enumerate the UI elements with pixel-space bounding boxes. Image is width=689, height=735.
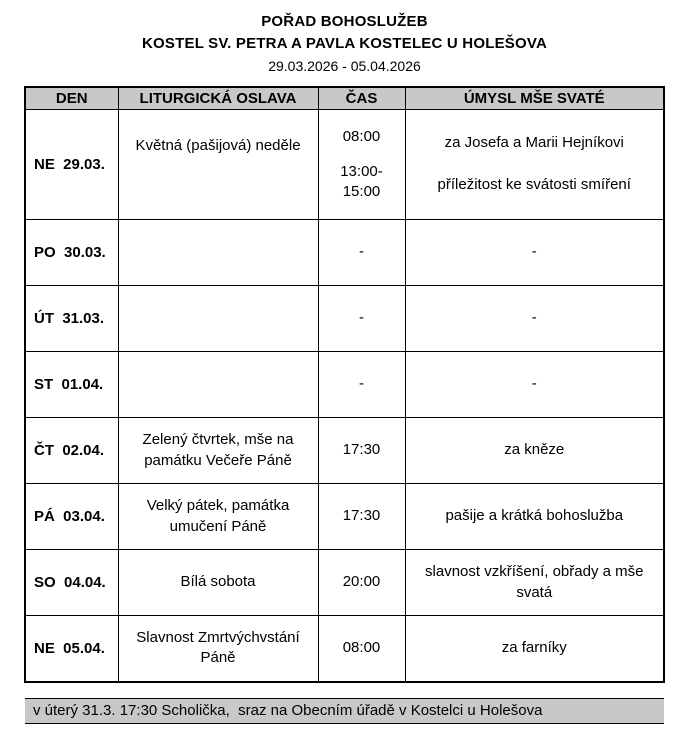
table-row [25,286,664,352]
day-cell: ČT 02.04. [25,418,118,484]
mass-intention-stack [412,354,658,416]
time-cell [318,110,405,220]
time-value: 20:00 [342,573,381,591]
time-cell [318,352,405,418]
time-stack [325,288,399,350]
liturgical-celebration-cell: Zelený čtvrtek, mše na památku Večeře Páně [118,418,318,484]
mass-intention-cell [405,484,664,550]
mass-intention-cell [405,220,664,286]
time-stack [325,552,399,614]
mass-intention-cell [405,110,664,220]
table-row [25,220,664,286]
table-row [25,550,664,616]
document-header [0,13,689,74]
time-value: 17:30 [342,441,381,459]
table-row [25,352,664,418]
table-row [25,418,664,484]
time-value: 13:00-15:00 [340,162,383,201]
day-cell: NE 29.03. [25,110,118,220]
time-cell [318,550,405,616]
mass-intention-stack [412,288,658,350]
mass-intention-stack [412,112,658,218]
footer-note: v úterý 31.3. 17:30 Scholička, sraz na Obecním úřadě v Kostelci u Holešova [25,698,664,724]
mass-intention-value: - [531,243,537,261]
time-cell [318,484,405,550]
date-range: 29.03.2026 - 05.04.2026 [268,58,421,74]
mass-intention-value: pašije a krátká bohoslužba [445,507,624,525]
table-row [25,110,664,220]
page-subtitle: KOSTEL SV. PETRA A PAVLA KOSTELEC U HOLEŠOVA [142,35,547,52]
col-header-liturgicka-oslava: LITURGICKÁ OSLAVA [118,87,318,110]
time-value: - [359,375,364,393]
table-row [25,616,664,682]
time-value: 17:30 [342,507,381,525]
mass-intention-value: za Josefa a Marii Hejníkovi [444,134,624,152]
time-stack [325,354,399,416]
col-header-umysl-mse-svate: ÚMYSL MŠE SVATÉ [405,87,664,110]
mass-intention-value: za kněze [504,441,565,459]
mass-intention-cell [405,352,664,418]
mass-intention-cell [405,616,664,682]
liturgical-celebration-cell [118,352,318,418]
mass-intention-value: příležitost ke svátosti smíření [437,176,631,194]
time-value: - [359,309,364,327]
mass-intention-value: slavnost vzkříšení, obřady a mše svatá [425,563,644,601]
mass-intention-stack [412,617,658,679]
col-header-den: DEN [25,87,118,110]
liturgical-celebration-cell: Květná (pašijová) neděle [118,110,318,220]
time-stack [325,112,399,218]
mass-intention-cell [405,286,664,352]
page-title: POŘAD BOHOSLUŽEB [261,13,428,30]
mass-intention-stack [412,222,658,284]
day-cell: PÁ 03.04. [25,484,118,550]
time-cell [318,418,405,484]
mass-intention-cell [405,550,664,616]
liturgical-celebration-cell [118,286,318,352]
liturgical-celebration-cell [118,220,318,286]
mass-intention-value: za farníky [501,639,567,657]
time-value: - [359,243,364,261]
time-value: 08:00 [342,127,381,145]
time-cell [318,220,405,286]
time-stack [325,617,399,679]
table-row [25,484,664,550]
time-value: 08:00 [342,639,381,657]
schedule-table-body [25,110,664,682]
liturgical-celebration-cell: Velký pátek, památka umučení Páně [118,484,318,550]
time-stack [325,486,399,548]
mass-intention-stack [412,486,658,548]
mass-intention-value: - [531,375,537,393]
time-stack [325,222,399,284]
day-cell: SO 04.04. [25,550,118,616]
schedule-table-head [25,87,664,110]
day-cell: ST 01.04. [25,352,118,418]
liturgical-celebration-cell: Slavnost Zmrtvýchvstání Páně [118,616,318,682]
col-header-cas: ČAS [318,87,405,110]
time-cell [318,616,405,682]
liturgical-celebration-cell: Bílá sobota [118,550,318,616]
mass-intention-stack [412,552,658,614]
time-cell [318,286,405,352]
day-cell: ÚT 31.03. [25,286,118,352]
mass-intention-value: - [531,309,537,327]
day-cell: NE 05.04. [25,616,118,682]
mass-intention-cell [405,418,664,484]
schedule-table [24,86,665,683]
mass-intention-stack [412,420,658,482]
header-row [25,87,664,110]
time-stack [325,420,399,482]
day-cell: PO 30.03. [25,220,118,286]
